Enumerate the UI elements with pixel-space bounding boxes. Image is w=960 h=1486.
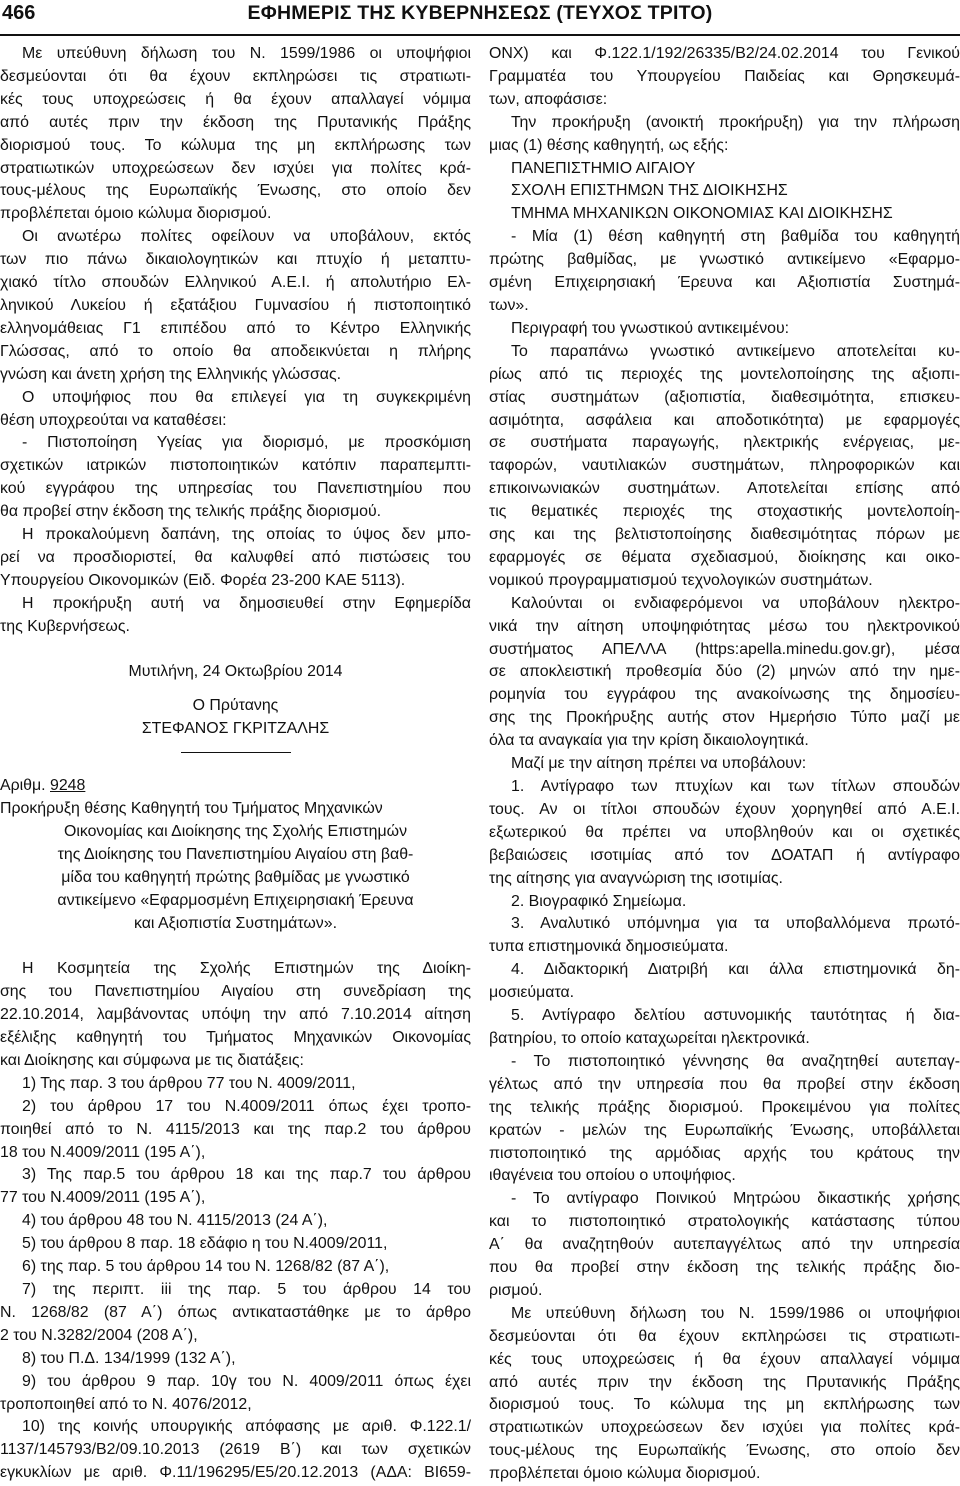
text-line: από αυτές πριν την έκδοση της Πρυτανικής Πράξης: [489, 1373, 960, 1391]
text-line: διορισμού τους. Το κώλυμα της μη εκπλήρωσης των: [489, 1396, 960, 1414]
text-line: 10) της κοινής υπουργικής απόφασης με αριθ. Φ.122.1/: [22, 1418, 471, 1436]
text-line: και Διοίκησης και σύμφωνα με τις διατάξεις:: [0, 1051, 304, 1069]
text-line: κού εγγράφου της υπηρεσίας του Πανεπιστημίου που: [0, 480, 471, 498]
text-line: σης της Προκήρυξης αυτής στον Ημερήσιο Τύπο μαζί με: [489, 709, 960, 727]
text-line: στρατιωτικών υποχρεώσεων δεν ισχύει για πολίτες κρά-: [489, 1419, 960, 1437]
text-line: ιθαγένεια του οποίου ο υποψήφιος.: [489, 1167, 736, 1185]
text-line: Οι ανωτέρω πολίτες οφείλουν να υποβάλουν, εκτός: [22, 228, 471, 246]
text-line: εξέλιξης καθηγητή του Τμήματος Μηχανικών Οικονομίας: [0, 1029, 471, 1047]
spacer: [0, 764, 471, 775]
text-line: δεσμεύονται ότι θα έχουν εκπληρώσει τις στρατιωτι-: [489, 1327, 960, 1345]
text-line: 5) του άρθρου 8 παρ. 18 εδάφιο η του Ν.4009/2011,: [22, 1235, 388, 1253]
text-line: ληνικού Λυκείου ή εξατάξιου Γυμνασίου ή πιστοποιητικό: [0, 296, 471, 314]
text-line: που θα προβεί στην έκδοση της τελικής πράξης διο-: [489, 1259, 960, 1277]
arithm-label: Αριθμ.: [0, 777, 46, 795]
spacer: [0, 684, 471, 695]
text-line: προβλέπεται όμοιο κώλυμα διορισμού.: [489, 1465, 761, 1483]
text-line: 5. Αντίγραφο δελτίου αστυνομικής ταυτότητας ή δια-: [511, 1007, 960, 1025]
text-line: τους-μέλους της Ευρωπαϊκής Ένωσης, στο οποίο δεν: [0, 182, 471, 200]
decision-number: [0, 775, 471, 798]
text-line: προβλέπεται όμοιο κώλυμα διορισμού.: [0, 205, 272, 223]
text-line: 3) Της παρ.5 του άρθρου 18 και της παρ.7 του άρθρου: [22, 1166, 471, 1184]
text-line: επικοινωνιακών συστημάτων. Αποτελείται επίσης από: [489, 480, 960, 498]
text-line: στρατιωτικών υποχρεώσεων δεν ισχύει για πολίτες κρά-: [0, 159, 471, 177]
text-line: βεβαιώσεις ισοτιμίας από τον ΔΟΑΤΑΠ ή αντίγραφο: [489, 846, 960, 864]
spacer: [0, 935, 471, 958]
arithm-number: 9248: [50, 777, 86, 795]
text-line: 8) του Π.Δ. 134/1999 (132 Α΄),: [22, 1349, 236, 1367]
list-item: [0, 1210, 471, 1233]
decision-title: [0, 798, 471, 935]
paragraph: [489, 891, 960, 914]
text-line: Το παραπάνω γνωστικό αντικείμενο αποτελείται κυ-: [511, 342, 960, 360]
paragraph: [0, 226, 471, 386]
paragraph: [489, 959, 960, 1005]
text-line: Η προκήρυξη αυτή να δημοσιευθεί στην Εφημερίδα: [22, 594, 471, 612]
text-line: νομικού προγραμματισμού τεχνολογικών συστημάτων.: [489, 571, 873, 589]
text-line: από αυτές πριν την έκδοση της Πρυτανικής Πράξης: [0, 113, 471, 131]
list-item: [0, 1233, 471, 1256]
text-line: τους-μέλους της Ευρωπαϊκής Ένωσης, στο οποίο δεν: [489, 1442, 960, 1460]
text-line: 6) της παρ. 5 του άρθρου 14 του Ν. 1268/82 (87 Α΄),: [22, 1258, 390, 1276]
paragraph: [0, 43, 471, 226]
left-column: [0, 43, 471, 1485]
paragraph: [489, 43, 960, 112]
text-line: των πιο πάνω δικαιολογητικών και πτυχίο ή μεταπτυ-: [0, 251, 471, 269]
page-header: [0, 0, 960, 36]
text-line: Γλώσσας, από το οποίο θα αποδεικνύεται η πλήρης: [0, 342, 471, 360]
text-line: Περιγραφή του γνωστικού αντικειμένου:: [511, 319, 790, 337]
text-line: Την προκήρυξη (ανοικτή προκήρυξη) για την πλήρωση: [511, 113, 960, 131]
text-line: 2 του Ν.3282/2004 (208 Α΄),: [0, 1326, 198, 1344]
text-line: - Μία (1) θέση καθηγητή στη βαθμίδα του καθηγητή: [511, 228, 960, 246]
text-line: 7) της περιπτ. iii της παρ. 5 του άρθρου 14 του: [22, 1281, 471, 1298]
paragraph: [0, 593, 471, 639]
text-line: γνώση και άνετη χρήση της Ελληνικής γλώσσας.: [0, 365, 342, 383]
paragraph: [489, 1005, 960, 1051]
text-line: ρισμού.: [489, 1281, 543, 1299]
text-line: κές τους υποχρεώσεις ή θα έχουν απαλλαγεί νόμιμα: [489, 1350, 960, 1368]
text-line: σης και της βελτιστοποίησης διαθεσιμότητας πόρων με: [489, 526, 960, 544]
text-line: εξωτερικού θα πρέπει να υποβληθούν και οι σχετικές: [489, 823, 960, 841]
list-item: [0, 1371, 471, 1417]
journal-title: ΕΦΗΜΕΡΙΣ ΤΗΣ ΚΥΒΕΡΝΗΣΕΩΣ (ΤΕΥΧΟΣ ΤΡΙΤΟ): [247, 2, 713, 24]
text-line: Ν. 1268/82 (87 Α΄) όπως αντικαταστάθηκε με το άρθρο: [0, 1303, 471, 1321]
right-column: [489, 43, 960, 1486]
text-line: της Κυβερνήσεως.: [0, 617, 130, 635]
text-line: μίδα του καθηγητή πρώτης βαθμίδας με γνωστικό: [61, 868, 410, 886]
text-line: μιας (1) θέσης καθηγητή, ως εξής:: [489, 136, 729, 154]
text-line: των».: [489, 296, 529, 314]
text-line: - Πιστοποίηση Υγείας για διορισμό, με προσκόμιση: [22, 434, 471, 452]
text-line: της Διοίκησης του Πανεπιστημίου Αιγαίου στη βαθ-: [57, 845, 414, 863]
list-item: [0, 1256, 471, 1279]
header-rule: [0, 34, 960, 36]
text-line: θα προβεί στην έκδοση της τελικής πράξης διορισμού.: [0, 503, 382, 521]
text-line: Α΄ θα αναζητηθούν αυτεπαγγέλτως από την υπηρεσία: [489, 1236, 960, 1254]
paragraph: [0, 387, 471, 433]
text-line: 1) Της παρ. 3 του άρθρου 77 του Ν. 4009/2011,: [22, 1074, 356, 1092]
spacer: [0, 639, 471, 662]
text-line: ρεί να προσδιοριστεί, θα καλυφθεί από πιστώσεις του: [0, 548, 471, 566]
text-line: ελληνομάθειας Γ1 επιπέδου από το Κέντρο Ελληνικής: [0, 319, 471, 337]
text-line: των, αποφάσισε:: [489, 90, 608, 108]
paragraph: [489, 1303, 960, 1486]
university-name: ΠΑΝΕΠΙΣΤΗΜΙΟ ΑΙΓΑΙΟΥ: [511, 159, 696, 177]
text-line: 3. Αναλυτικό υπόμνημα για τα υποβαλλόμενα πρωτό-: [511, 915, 960, 933]
paragraph: [489, 913, 960, 959]
paragraph: [489, 112, 960, 158]
text-line: βατηρίου, το οποίο καταχωρείται ηλεκτρονικά.: [489, 1029, 810, 1047]
text-line: τις θεματικές περιοχές της στοχαστικής μοντελοποίη-: [489, 503, 960, 521]
place-date: Μυτιλήνη, 24 Οκτωβρίου 2014: [128, 663, 343, 681]
paragraph: [0, 524, 471, 593]
text-line: Με υπεύθυνη δήλωση του Ν. 1599/1986 οι υποψήφιοι: [511, 1304, 960, 1322]
rector-title: Ο Πρύτανης: [192, 697, 279, 715]
text-line: Υπουργείου Οικονομικών (Ειδ. Φορέα 23-200 ΚΑΕ 5113).: [0, 571, 406, 589]
text-line: στίας συστημάτων (αξιοπιστία, διαθεσιμότητα, επισκευ-: [489, 388, 960, 406]
text-line: σμένη Επιχειρησιακή Έρευνα και Αξιοπιστία Συστημά-: [489, 274, 960, 292]
text-line: Γραμματέα του Υπουργείου Παιδείας και Θρησκευμά-: [489, 67, 960, 85]
text-line: Καλούνται οι ενδιαφερόμενοι να υποβάλουν ηλεκτρο-: [511, 594, 960, 612]
text-line: πρώτης βαθμίδας, με γνωστικό αντικείμενο «Εφαρμο-: [489, 251, 960, 269]
text-line: νικά την αίτηση υποψηφιότητας μέσω του ηλεκτρονικού: [489, 617, 960, 635]
text-line: μοσιεύματα.: [489, 984, 575, 1002]
department-name: ΤΜΗΜΑ ΜΗΧΑΝΙΚΩΝ ΟΙΚΟΝΟΜΙΑΣ ΚΑΙ ΔΙΟΙΚΗΣΗΣ: [511, 205, 893, 223]
text-line: εφαρμογές σε θέματα σχεδιασμού, διοίκησης και οικο-: [489, 548, 960, 566]
text-line: εγκυκλίων με αριθ. Φ.11/196295/Ε5/20.12.2013 (ΑΔΑ: ΒΙ659-: [0, 1464, 471, 1482]
text-line: όλα τα αναγκαία για την κρίση δικαιολογητικά.: [489, 732, 809, 750]
paragraph: [489, 226, 960, 318]
text-line: ταφορών, ναυτιλιακών συστημάτων, πληροφορικών και: [489, 457, 960, 475]
text-line: σχετικών ιατρικών πιστοποιητικών κατόπιν παραπεμπτι-: [0, 457, 471, 475]
list-item: [0, 1164, 471, 1210]
text-line: τροποποιηθεί από το Ν. 4076/2012,: [0, 1395, 252, 1413]
list-item: [0, 1348, 471, 1371]
paragraph: [489, 753, 960, 776]
list-item: [0, 1279, 471, 1348]
paragraph: [489, 776, 960, 891]
text-line: 1137/145793/Β2/09.10.2013 (2619 Β΄) και των σχετικών: [0, 1441, 471, 1459]
text-line: τους. Αν οι τίτλοι σπουδών έχουν χορηγηθεί από Α.Ε.Ι.: [489, 800, 960, 818]
text-line: Με υπεύθυνη δήλωση του Ν. 1599/1986 οι υποψήφιοι: [22, 45, 471, 62]
text-line: 4) του άρθρου 48 του Ν. 4115/2013 (24 Α΄),: [22, 1212, 328, 1230]
text-line: ποιηθεί από το Ν. 4115/2013 και της παρ.2 του άρθρου: [0, 1120, 471, 1138]
text-line: πιστοποιητικό της αρμόδιας αρχής του κράτους την: [489, 1144, 960, 1162]
school-name: ΣΧΟΛΗ ΕΠΙΣΤΗΜΩΝ ΤΗΣ ΔΙΟΙΚΗΣΗΣ: [511, 182, 788, 200]
text-line: αντικείμενο «Εφαρμοσμένη Επιχειρησιακή Έρευνα: [57, 891, 414, 909]
text-line: ρίως από τις περιοχές της μοντελοποίησης της αξιοπι-: [489, 365, 960, 383]
text-line: κές τους υποχρεώσεις ή θα έχουν απαλλαγεί νόμιμα: [0, 90, 471, 108]
text-line: της τελικής πράξης διορισμού. Προκειμένου για πολίτες: [489, 1098, 960, 1116]
text-line: Η Κοσμητεία της Σχολής Επιστημών της Διοίκη-: [22, 960, 471, 978]
page-number: 466: [2, 2, 36, 24]
text-line: 18 του Ν.4009/2011 (195 Α΄),: [0, 1143, 206, 1161]
text-line: θέση υποχρεούται να καταθέσει:: [0, 411, 227, 429]
text-line: 1. Αντίγραφο των πτυχίων και των τίτλων σπουδών: [511, 778, 960, 795]
text-line: 2. Βιογραφικό Σημείωμα.: [511, 892, 687, 910]
paragraph: [489, 593, 960, 753]
text-line: σε αποκλειστική προθεσμία δύο (2) μηνών από την ημε-: [489, 663, 960, 681]
text-line: κρατών - μελών της Ευρωπαϊκής Ένωσης, υποβάλλεται: [489, 1121, 960, 1139]
paragraph: [0, 958, 471, 1073]
text-line: και Αξιοπιστία Συστημάτων».: [133, 914, 337, 932]
text-line: και το πιστοποιητικό στρατολογικής κατάστασης τύπου: [489, 1213, 960, 1231]
paragraph: [489, 318, 960, 341]
list-item: [0, 1096, 471, 1165]
text-line: Μαζί με την αίτηση πρέπει να υποβάλουν:: [511, 755, 807, 773]
text-line: ασιμότητα, ασφάλεια και αποδοτικότητα) με εφαρμογές: [489, 411, 960, 429]
text-line: συστήματος ΑΠΕΛΛΑ (https:apella.minedu.gov.gr), μέσα: [489, 640, 960, 658]
text-line: σης του Πανεπιστημίου Αιγαίου στη συνεδρίαση της: [0, 983, 471, 1001]
text-line: Η προκαλούμενη δαπάνη, της οποίας το ύψος δεν μπο-: [22, 526, 471, 544]
text-line: διορισμού τους. Το κώλυμα της μη εκπλήρωσης των: [0, 136, 471, 154]
text-line: - Το αντίγραφο Ποινικού Μητρώου δικαστικής χρήσης: [511, 1190, 960, 1208]
rector-name: ΣΤΕΦΑΝΟΣ ΓΚΡΙΤΖΑΛΗΣ: [141, 720, 330, 738]
text-line: Ο υποψήφιος που θα επιλεγεί για τη συγκεκριμένη: [22, 388, 471, 406]
text-line: 9) του άρθρου 9 παρ. 10γ του Ν. 4009/2011 όπως έχει: [22, 1372, 471, 1390]
text-line: 2) του άρθρου 17 του Ν.4009/2011 όπως έχει τροπο-: [22, 1097, 471, 1115]
text-line: τυπα επιστημονικά δημοσιεύματα.: [489, 938, 729, 956]
text-line: 22.10.2014, λαμβάνοντας υπόψη την από 7.10.2014 αίτηση: [0, 1006, 471, 1024]
text-line: χιακό τίτλο σπουδών Ελληνικού Α.Ε.Ι. ή απολυτήριο Ελ-: [0, 274, 471, 292]
text-line: 4. Διδακτορική Διατριβή και άλλα επιστημονικά δη-: [511, 961, 960, 979]
text-line: ΟΝΧ) και Φ.122.1/192/26335/Β2/24.02.2014 του Γενικού: [489, 45, 960, 62]
paragraph: [489, 1188, 960, 1303]
text-line: της αίτησης για αναγνώριση της ισοτιμίας.: [489, 869, 783, 887]
text-line: Προκήρυξη θέσης Καθηγητή του Τμήματος Μηχανικών: [0, 799, 383, 817]
text-line: σε συστήματα παραγωγής, ηλεκτρικής ενέργειας, με-: [489, 434, 960, 452]
paragraph: [489, 1051, 960, 1188]
paragraph: [489, 341, 960, 593]
text-line: δεσμεύονται ότι θα έχουν εκπληρώσει τις στρατιωτι-: [0, 67, 471, 85]
text-line: ρομηνία του εγγράφου της ανακοίνωσης της δημοσίευ-: [489, 686, 960, 704]
text-line: Οικονομίας και Διοίκησης της Σχολής Επιστημών: [63, 822, 408, 840]
list-item: [0, 1073, 471, 1096]
list-item: [0, 1416, 471, 1485]
signature-line: [0, 741, 471, 764]
text-line: 77 του Ν.4009/2011 (195 Α΄),: [0, 1189, 206, 1207]
paragraph: [0, 432, 471, 524]
text-line: γέλτως από την υπηρεσία που θα προβεί στην έκδοση: [489, 1075, 960, 1093]
text-line: - Το πιστοποιητικό γέννησης θα αναζητηθεί αυτεπαγ-: [511, 1052, 960, 1070]
